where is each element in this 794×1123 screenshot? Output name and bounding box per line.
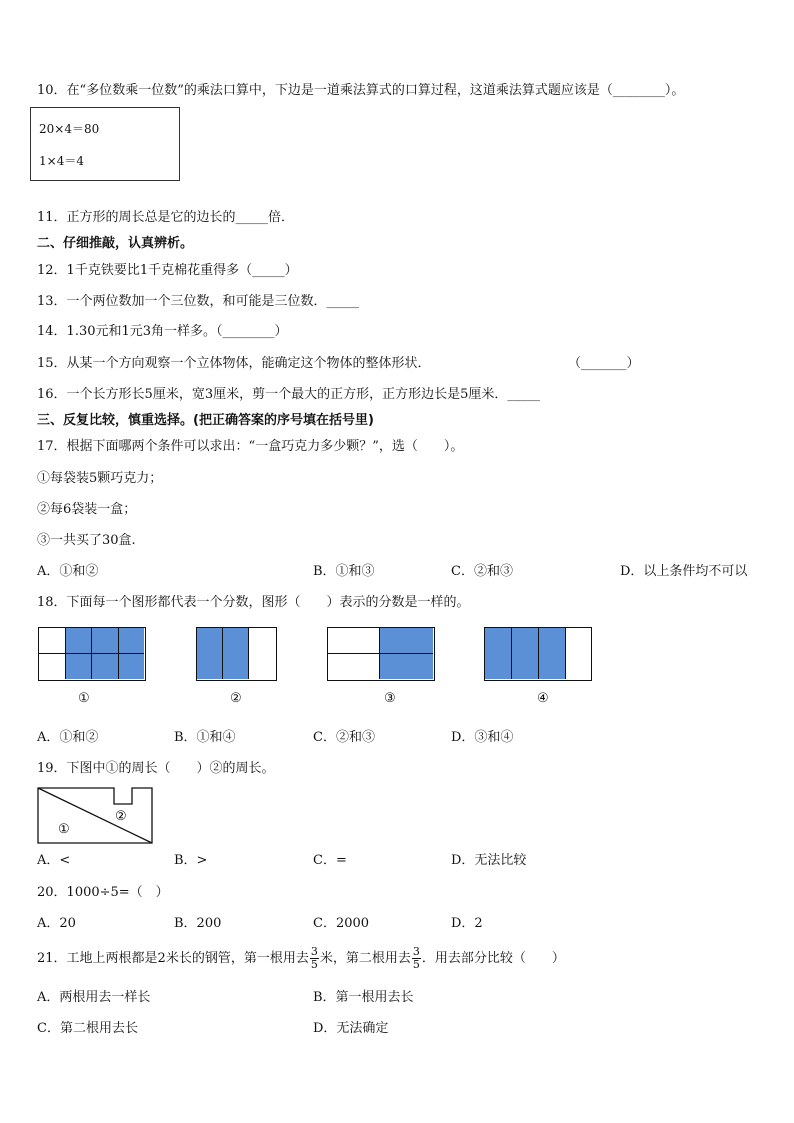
fraction-a-denominator: 5	[310, 958, 318, 971]
figure-label-2: ②	[230, 691, 242, 706]
question-13: 13．一个两位数加一个三位数，和可能是三位数．_____	[37, 294, 360, 309]
section-2-heading: 二、仔细推敲，认真辨析。	[37, 236, 194, 251]
figure-1-cell	[119, 628, 145, 654]
question-17: 17．根据下面哪两个条件可以求出：“一盒巧克力多少颗？”，选（ ）。	[37, 439, 464, 454]
figure-label-1: ①	[78, 691, 90, 706]
figure-3-cell	[380, 628, 433, 654]
calc-box	[30, 107, 180, 181]
condition-3: ③一共买了30盒.	[37, 533, 136, 548]
figure-1-cell	[39, 654, 66, 680]
q21-option-d[interactable]: D．无法确定	[313, 1021, 389, 1036]
figure-2-cell	[223, 628, 249, 679]
question-15-blank: （_______）	[568, 356, 640, 371]
question-19: 19．下图中①的周长（ ）②的周长。	[37, 761, 275, 776]
q21-option-b[interactable]: B．第一根用去长	[313, 990, 414, 1005]
figure-label-4: ④	[537, 691, 549, 706]
q17-option-a[interactable]: A．①和②	[37, 564, 99, 579]
figure-4-cell	[485, 628, 512, 679]
q21-text-3: ．用去部分比较（ ）	[421, 951, 565, 966]
q18-option-a[interactable]: A．①和②	[37, 730, 99, 745]
condition-1: ①每袋装5颗巧克力；	[37, 471, 163, 486]
calc-line-1: 20×4＝80	[39, 122, 100, 136]
fraction-figure-1	[38, 627, 146, 681]
figure-1-cell	[39, 628, 66, 654]
fraction-a-numerator: 3	[310, 945, 318, 958]
figure-1-cell	[92, 628, 119, 654]
q17-option-b[interactable]: B．①和③	[313, 564, 375, 579]
fraction-b-numerator: 3	[412, 945, 420, 958]
q20-option-c[interactable]: C．2000	[313, 916, 370, 931]
figure-4-cell	[566, 628, 590, 679]
condition-2: ②每6袋装一盒；	[37, 502, 137, 517]
figure-3-cell	[328, 654, 380, 680]
fraction-figure-4	[484, 627, 592, 681]
q18-option-c[interactable]: C．②和③	[313, 730, 375, 745]
fraction-b-denominator: 5	[412, 958, 420, 971]
fraction-3-5-a	[310, 946, 319, 971]
figure-1-cell	[119, 654, 145, 680]
figure-1-cell	[92, 654, 119, 680]
question-15: 15．从某一个方向观察一个立体物体，能确定这个物体的整体形状．	[37, 356, 431, 371]
section-3-heading: 三、反复比较，慎重选择。(把正确答案的序号填在括号里)	[37, 413, 374, 428]
region-1-label: ①	[58, 822, 70, 837]
q19-option-c[interactable]: C．=	[313, 853, 347, 868]
question-11: 11．正方形的周长总是它的边长的_____倍．	[37, 210, 295, 225]
figure-2-cell	[249, 628, 275, 679]
fraction-figure-3	[327, 627, 435, 681]
q21-text-1: 21．工地上两根都是2米长的钢管，第一根用去	[37, 951, 309, 966]
q19-option-a[interactable]: A．<	[37, 853, 71, 868]
q21-text-2: 米，第二根用去	[319, 951, 411, 966]
question-21	[37, 942, 565, 976]
q18-option-d[interactable]: D．③和④	[451, 730, 514, 745]
q20-option-d[interactable]: D．2	[451, 916, 483, 931]
figure-4-cell	[512, 628, 539, 679]
region-2-label: ②	[115, 809, 127, 824]
q18-option-b[interactable]: B．①和④	[174, 730, 236, 745]
q17-option-d[interactable]: D．以上条件均不可以	[620, 564, 748, 579]
fraction-3-5-b	[412, 946, 421, 971]
question-18: 18．下面每一个图形都代表一个分数，图形（ ）表示的分数是一样的。	[37, 595, 470, 610]
figure-2-cell	[197, 628, 223, 679]
q20-option-b[interactable]: B．200	[174, 916, 222, 931]
question-10: 10．在“多位数乘一位数”的乘法口算中，下边是一道乘法算式的口算过程，这道乘法算式题应该是（________）。	[37, 83, 685, 98]
question-16: 16．一个长方形长5厘米，宽3厘米，剪一个最大的正方形，正方形边长是5厘米．_____	[37, 387, 540, 402]
figure-1-cell	[66, 628, 93, 654]
figure-3-cell	[328, 628, 380, 654]
figure-label-3: ③	[384, 691, 396, 706]
q21-option-c[interactable]: C．第二根用去长	[37, 1021, 138, 1036]
question-20: 20．1000÷5=（ ）	[37, 885, 169, 900]
calc-line-2: 1×4＝4	[39, 154, 84, 168]
question-12: 12．1千克铁要比1千克棉花重得多（_____）	[37, 263, 298, 278]
question-14: 14．1.30元和1元3角一样多。（________）	[37, 324, 288, 339]
figure-3-cell	[380, 654, 433, 680]
fraction-figure-2	[196, 627, 277, 681]
figure-diagonal	[38, 788, 152, 843]
q19-option-d[interactable]: D．无法比较	[451, 853, 527, 868]
q20-option-a[interactable]: A．20	[37, 916, 76, 931]
q17-option-c[interactable]: C．②和③	[451, 564, 513, 579]
figure-4-cell	[539, 628, 566, 679]
q21-option-a[interactable]: A．两根用去一样长	[37, 990, 151, 1005]
figure-1-cell	[66, 654, 93, 680]
q19-option-b[interactable]: B．>	[174, 853, 208, 868]
perimeter-figure	[36, 786, 156, 846]
